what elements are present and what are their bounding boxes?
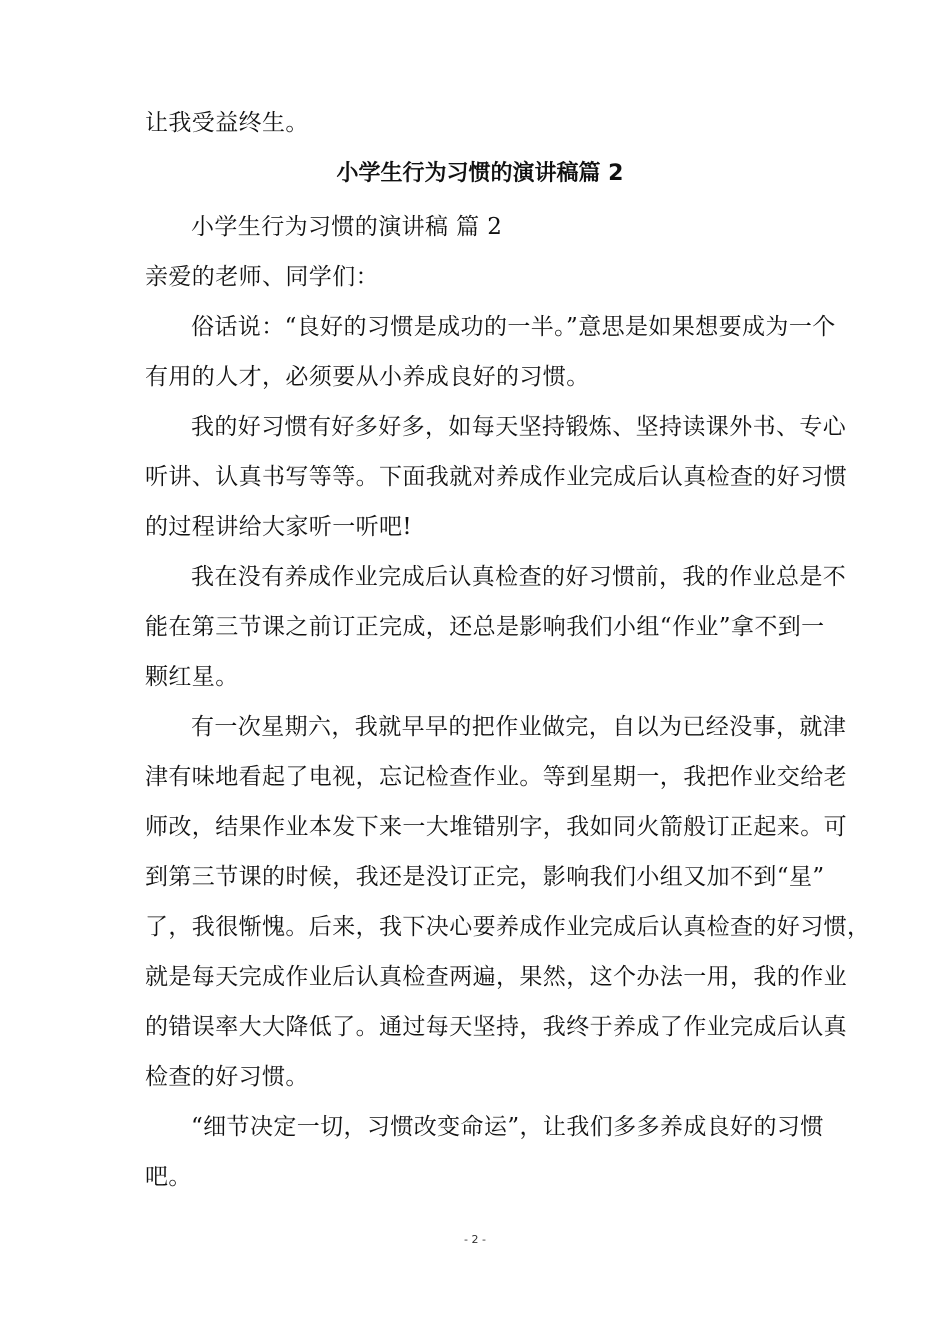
salutation: 亲爱的老师、同学们：	[145, 264, 379, 290]
section-title: 小学生行为习惯的演讲稿篇 2	[336, 161, 624, 186]
paragraph-line: 了，我很惭愧。后来，我下决心要养成作业完成后认真检查的好习惯，	[145, 914, 871, 940]
intro-line: 让我受益终生。	[145, 110, 309, 136]
paragraph-line: 津有味地看起了电视，忘记检查作业。等到星期一，我把作业交给老	[145, 764, 847, 790]
paragraph-line: 我在没有养成作业完成后认真检查的好习惯前，我的作业总是不	[191, 564, 847, 590]
paragraph-line: 检查的好习惯。	[145, 1064, 309, 1090]
paragraph-line: 颗红星。	[145, 664, 239, 690]
paragraph-4	[145, 702, 871, 1102]
paragraph-line: 俗话说：“良好的习惯是成功的一半。”意思是如果想要成为一个	[191, 314, 836, 340]
paragraph-line: “细节决定一切，习惯改变命运”，让我们多多养成良好的习惯	[191, 1114, 824, 1140]
page-number: - 2 -	[464, 1233, 486, 1246]
paragraph-line: 有用的人才，必须要从小养成良好的习惯。	[145, 364, 590, 390]
paragraph-line: 有一次星期六，我就早早的把作业做完，自以为已经没事，就津	[191, 714, 847, 740]
paragraph-line: 的过程讲给大家听一听吧!	[145, 514, 413, 540]
paragraph-5	[145, 1102, 824, 1202]
paragraph-3	[145, 552, 847, 702]
paragraph-line: 到第三节课的时候，我还是没订正完，影响我们小组又加不到“星”	[145, 864, 825, 890]
paragraph-line: 我的好习惯有好多好多，如每天坚持锻炼、坚持读课外书、专心	[191, 414, 847, 440]
paragraph-line: 的错误率大大降低了。通过每天坚持，我终于养成了作业完成后认真	[145, 1014, 847, 1040]
paragraph-line: 师改，结果作业本发下来一大堆错别字，我如同火箭般订正起来。可	[145, 814, 847, 840]
document-body	[145, 98, 871, 1202]
paragraph-1	[145, 302, 836, 402]
paragraph-line: 能在第三节课之前订正完成，还总是影响我们小组“作业”拿不到一	[145, 614, 825, 640]
subtitle: 小学生行为习惯的演讲稿 篇 2	[191, 214, 503, 240]
paragraph-line: 吧。	[145, 1164, 192, 1190]
paragraph-line: 听讲、认真书写等等。下面我就对养成作业完成后认真检查的好习惯	[145, 464, 847, 490]
paragraph-line: 就是每天完成作业后认真检查两遍，果然，这个办法一用，我的作业	[145, 964, 847, 990]
paragraph-2	[145, 402, 847, 552]
